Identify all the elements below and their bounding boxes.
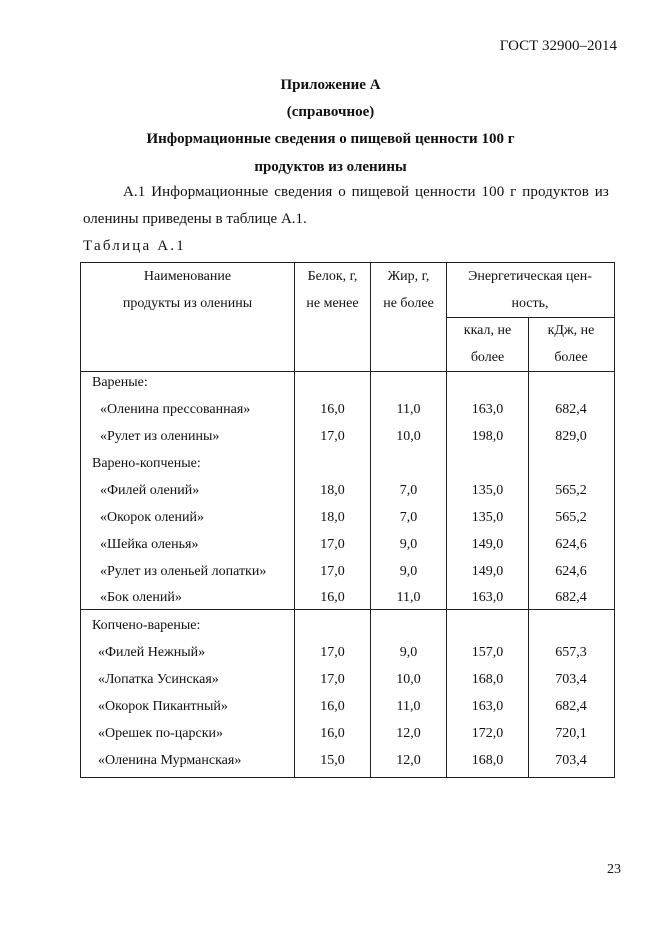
fat-value: 9,0	[399, 537, 418, 552]
fat-value: 9,0	[399, 564, 418, 579]
product-name: «Окорок олений»	[100, 510, 204, 525]
kj-value: 682,4	[555, 402, 587, 417]
fat-value: 12,0	[396, 726, 421, 741]
appendix-title: Приложение А	[280, 77, 381, 93]
row-divider	[81, 371, 614, 372]
kcal-value: 135,0	[471, 483, 504, 498]
protein-value: 17,0	[320, 537, 345, 552]
header-name	[81, 263, 294, 317]
kcal-value: 168,0	[471, 672, 504, 687]
table-caption: Таблица А.1	[83, 238, 186, 254]
product-name: «Филей олений»	[100, 483, 200, 498]
paragraph-line2: оленины приведены в таблице А.1.	[83, 211, 307, 227]
kcal-value: 135,0	[471, 510, 504, 525]
header-protein	[294, 263, 371, 317]
kcal-value: 168,0	[471, 753, 504, 768]
header-fat-line2: не более	[383, 296, 434, 311]
fat-value: 9,0	[399, 645, 418, 660]
fat-value: 11,0	[396, 699, 421, 714]
header-kj-line1: кДж, не	[547, 323, 595, 338]
appendix-heading-line2: продуктов из оленины	[254, 159, 407, 175]
product-name: «Оленина Мурманская»	[98, 753, 242, 768]
protein-value: 16,0	[320, 402, 345, 417]
row-divider	[81, 609, 614, 610]
product-name: «Бок олений»	[100, 590, 182, 605]
kcal-value: 149,0	[471, 537, 504, 552]
header-fat	[370, 263, 447, 317]
product-name: «Шейка оленья»	[100, 537, 199, 552]
kj-value: 682,4	[555, 590, 587, 605]
product-name: «Рулет из оленьей лопатки»	[100, 564, 267, 579]
protein-value: 17,0	[320, 672, 345, 687]
protein-value: 17,0	[320, 645, 345, 660]
protein-value: 17,0	[320, 564, 345, 579]
kcal-value: 149,0	[471, 564, 504, 579]
protein-value: 18,0	[320, 510, 345, 525]
appendix-subtitle: (справочное)	[286, 104, 375, 120]
kj-value: 682,4	[555, 699, 587, 714]
product-name: «Лопатка Усинская»	[98, 672, 219, 687]
header-kcal-line1: ккал, не	[463, 323, 512, 338]
kj-value: 657,3	[555, 645, 587, 660]
kcal-value: 163,0	[471, 699, 504, 714]
header-kcal	[446, 317, 529, 371]
page-number: 23	[607, 862, 621, 877]
kcal-value: 163,0	[471, 590, 504, 605]
header-kj-line2: более	[554, 350, 588, 365]
kj-value: 565,2	[555, 510, 587, 525]
appendix-heading-line1: Информационные сведения о пищевой ценности 100 г	[146, 131, 515, 147]
protein-value: 17,0	[320, 429, 345, 444]
kj-value: 703,4	[555, 672, 587, 687]
group-label: Копчено-вареные:	[92, 618, 201, 633]
header-fat-line1: Жир, г,	[387, 269, 430, 284]
header-protein-line2: не менее	[306, 296, 359, 311]
product-name: «Рулет из оленины»	[100, 429, 220, 444]
fat-value: 10,0	[396, 672, 421, 687]
kcal-value: 172,0	[471, 726, 504, 741]
fat-value: 7,0	[399, 510, 418, 525]
group-label: Вареные:	[92, 375, 148, 390]
header-energy-line2: ность,	[511, 296, 549, 311]
product-name: «Филей Нежный»	[98, 645, 206, 660]
product-name: «Оленина прессованная»	[100, 402, 251, 417]
nutrition-table	[80, 262, 615, 778]
fat-value: 11,0	[396, 402, 421, 417]
header-kj	[528, 317, 614, 371]
document-code: ГОСТ 32900–2014	[499, 38, 617, 54]
header-kcal-line2: более	[470, 350, 505, 365]
kj-value: 703,4	[555, 753, 587, 768]
protein-value: 16,0	[320, 726, 345, 741]
protein-value: 16,0	[320, 699, 345, 714]
kj-value: 829,0	[555, 429, 587, 444]
paragraph-line1: А.1 Информационные сведения о пищевой ценности 100 г продуктов из	[123, 184, 609, 200]
product-name: «Орешек по-царски»	[98, 726, 223, 741]
header-name-line2: продукты из оленины	[122, 296, 253, 311]
kcal-value: 163,0	[471, 402, 504, 417]
kcal-value: 198,0	[471, 429, 504, 444]
kj-value: 565,2	[555, 483, 587, 498]
kj-value: 720,1	[555, 726, 587, 741]
kj-value: 624,6	[555, 537, 587, 552]
fat-value: 7,0	[399, 483, 418, 498]
fat-value: 10,0	[396, 429, 421, 444]
kj-value: 624,6	[555, 564, 587, 579]
kcal-value: 157,0	[471, 645, 504, 660]
product-name: «Окорок Пикантный»	[98, 699, 228, 714]
protein-value: 16,0	[320, 590, 345, 605]
group-label: Варено-копченые:	[92, 456, 201, 471]
protein-value: 18,0	[320, 483, 345, 498]
header-name-line1: Наименование	[143, 269, 232, 284]
fat-value: 11,0	[396, 590, 421, 605]
fat-value: 12,0	[396, 753, 421, 768]
header-energy-line1: Энергетическая цен-	[468, 269, 592, 284]
header-protein-line1: Белок, г,	[307, 269, 358, 284]
header-energy	[446, 263, 614, 317]
protein-value: 15,0	[320, 753, 345, 768]
